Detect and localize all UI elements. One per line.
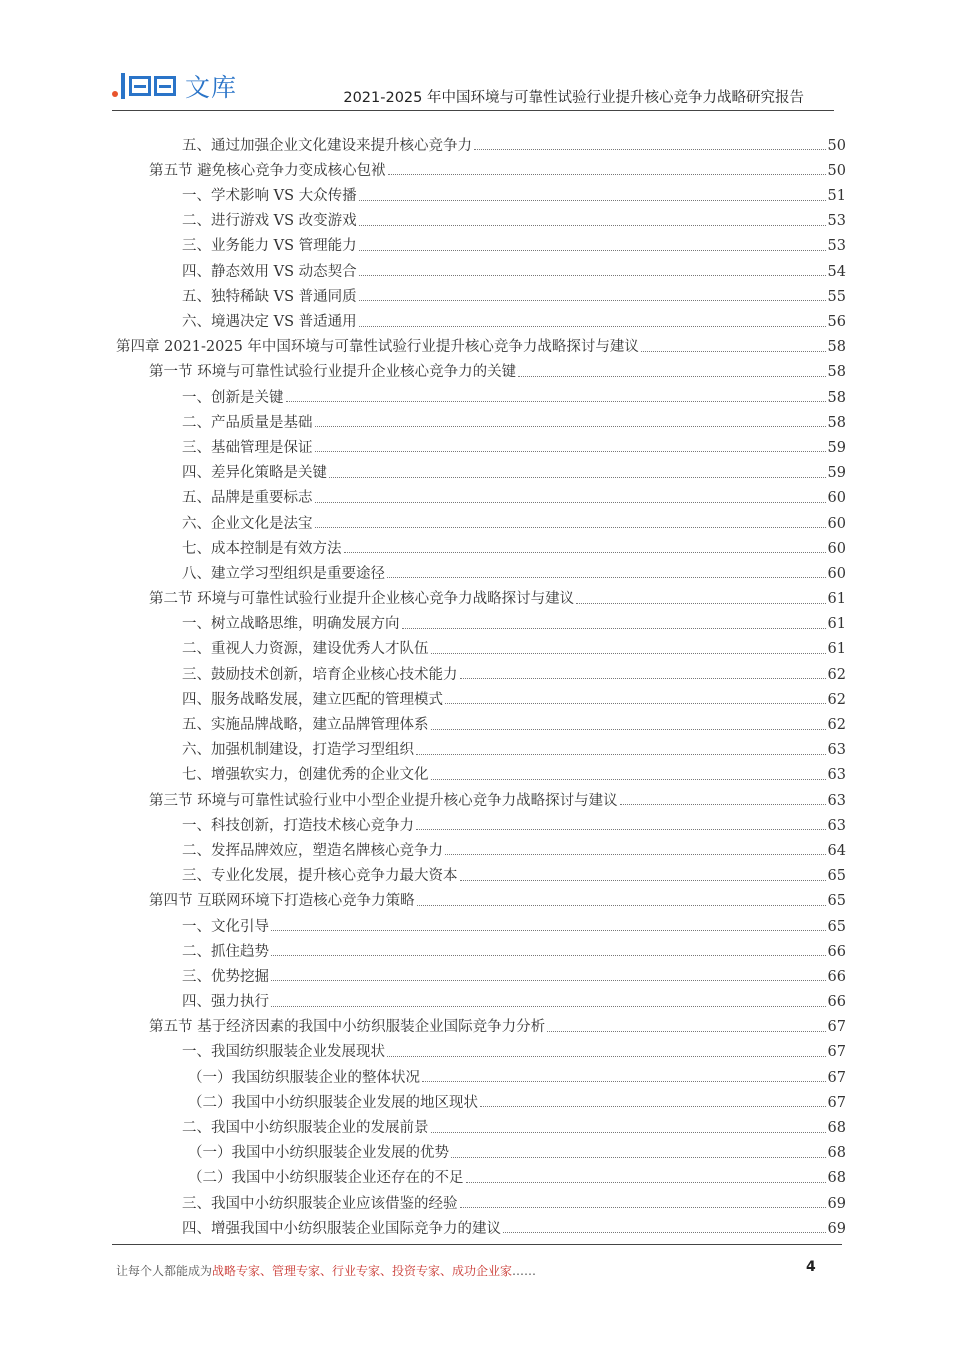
toc-entry[interactable] [116, 1010, 846, 1035]
toc-entry-label: 三、优势挖掘 [182, 968, 269, 985]
toc-leader-dots [315, 426, 826, 427]
toc-entry-label: 二、抓住趋势 [182, 943, 269, 960]
toc-entry-page: 58 [827, 339, 846, 356]
toc-leader-dots [387, 577, 826, 578]
toc-entry-page: 53 [827, 238, 846, 255]
toc-entry[interactable] [116, 833, 846, 858]
toc-entry[interactable] [116, 984, 846, 1009]
toc-entry-page: 63 [827, 817, 846, 834]
toc-entry-label: 第二节 环境与可靠性试验行业提升企业核心竞争力战略探讨与建议 [149, 591, 575, 608]
toc-entry-label: （二）我国中小纺织服装企业还存在的不足 [188, 1170, 464, 1187]
toc-leader-dots [445, 703, 826, 704]
toc-entry-page: 55 [827, 288, 846, 305]
toc-entry-page: 68 [827, 1120, 846, 1136]
toc-entry-label: 一、树立战略思维，明确发展方向 [182, 616, 400, 633]
toc-entry-page: 54 [827, 263, 846, 280]
toc-leader-dots [431, 779, 826, 780]
toc-entry-page: 68 [827, 1145, 846, 1162]
toc-entry-page: 65 [827, 868, 846, 885]
toc-leader-dots [359, 250, 826, 251]
toc-entry[interactable] [116, 959, 846, 984]
toc-leader-dots [359, 275, 826, 276]
footer-suffix: …… [512, 1264, 537, 1278]
toc-entry-page: 60 [827, 565, 846, 582]
toc-entry-label: 一、科技创新，打造技术核心竞争力 [182, 817, 414, 834]
toc-leader-dots [460, 880, 826, 881]
logo-dot-icon [112, 91, 118, 97]
toc-entry[interactable] [116, 128, 846, 153]
toc-entry-label: 二、重视人力资源，建设优秀人才队伍 [182, 641, 429, 658]
toc-entry[interactable] [116, 279, 846, 304]
toc-entry[interactable] [116, 858, 846, 883]
toc-entry-label: 四、静态效用 VS 动态契合 [182, 263, 357, 280]
toc-leader-dots [503, 1232, 826, 1233]
toc-entry-page: 58 [827, 414, 846, 431]
toc-leader-dots [445, 854, 826, 855]
toc-entry-page: 66 [827, 968, 846, 985]
toc-entry[interactable] [116, 934, 846, 959]
toc-leader-dots [315, 527, 826, 528]
toc-entry-label: 三、业务能力 VS 管理能力 [182, 238, 357, 255]
toc-entry[interactable] [116, 808, 846, 833]
toc-leader-dots [286, 401, 826, 402]
toc-entry-label: 五、品牌是重要标志 [182, 490, 313, 507]
toc-leader-dots [388, 174, 826, 175]
toc-entry-page: 58 [827, 364, 846, 381]
toc-leader-dots [359, 300, 826, 301]
toc-entry[interactable] [116, 1161, 846, 1186]
toc-entry-label: 四、服务战略发展，建立匹配的管理模式 [182, 691, 443, 708]
toc-entry-label: 七、成本控制是有效方法 [182, 540, 342, 557]
toc-entry-page: 63 [827, 792, 846, 809]
toc-entry[interactable] [116, 1060, 846, 1085]
toc-entry-page: 67 [827, 1044, 846, 1061]
toc-leader-dots [460, 678, 826, 679]
toc-entry-page: 61 [827, 591, 846, 608]
footer-highlight: 战略专家、管理专家、行业专家、投资专家、成功企业家 [212, 1264, 513, 1278]
toc-entry-page: 50 [827, 162, 846, 179]
toc-entry[interactable] [116, 682, 846, 707]
toc-leader-dots [620, 804, 826, 805]
toc-leader-dots [271, 930, 826, 931]
toc-entry-label: 一、我国纺织服装企业发展现状 [182, 1044, 385, 1061]
toc-entry-label: 五、独特稀缺 VS 普通同质 [182, 288, 357, 305]
toc-entry-page: 63 [827, 742, 846, 759]
toc-entry[interactable] [116, 531, 846, 556]
toc-entry-label: 第四节 互联网环境下打造核心竞争力策略 [149, 893, 415, 910]
toc-entry-label: 一、学术影响 VS 大众传播 [182, 188, 357, 205]
toc-leader-dots [344, 552, 826, 553]
toc-entry[interactable] [116, 707, 846, 732]
toc-entry-page: 61 [827, 641, 846, 658]
toc-leader-dots [547, 1031, 825, 1032]
toc-entry-label: （一）我国纺织服装企业的整体状况 [188, 1069, 420, 1086]
toc-entry[interactable] [116, 153, 846, 178]
document-title: 2021-2025 年中国环境与可靠性试验行业提升核心竞争力战略研究报告 [343, 90, 804, 106]
toc-leader-dots [359, 326, 826, 327]
page-header [112, 66, 834, 112]
toc-entry-page: 67 [827, 1019, 846, 1036]
toc-entry-label: 第三节 环境与可靠性试验行业中小型企业提升核心竞争力战略探讨与建议 [149, 792, 618, 809]
toc-entry[interactable] [116, 481, 846, 506]
toc-entry[interactable] [116, 178, 846, 203]
toc-entry-label: 二、我国中小纺织服装企业的发展前景 [182, 1120, 429, 1136]
toc-leader-dots [460, 1207, 826, 1208]
toc-entry[interactable] [116, 632, 846, 657]
toc-entry-page: 62 [827, 666, 846, 683]
toc-entry-page: 59 [827, 439, 846, 456]
toc-leader-dots [315, 451, 826, 452]
toc-leader-dots [431, 729, 826, 730]
toc-entry[interactable] [116, 581, 846, 606]
toc-entry[interactable] [116, 607, 846, 632]
toc-leader-dots [271, 1006, 826, 1007]
toc-entry-label: 七、增强软实力，创建优秀的企业文化 [182, 767, 429, 784]
toc-leader-dots [431, 653, 826, 654]
toc-entry-page: 50 [827, 137, 846, 154]
toc-leader-dots [416, 829, 826, 830]
toc-leader-dots [466, 1182, 826, 1183]
toc-entry-page: 62 [827, 691, 846, 708]
toc-entry-page: 67 [827, 1069, 846, 1086]
toc-entry-label: 第四章 2021-2025 年中国环境与可靠性试验行业提升核心竞争力战略探讨与建议 [116, 339, 639, 356]
toc-entry-page: 64 [827, 842, 846, 859]
toc-entry-label: 六、加强机制建设，打造学习型组织 [182, 742, 414, 759]
toc-entry-label: 第一节 环境与可靠性试验行业提升企业核心竞争力的关键 [149, 364, 517, 381]
toc-entry-label: 第五节 避免核心竞争力变成核心包袱 [149, 162, 386, 179]
toc-entry[interactable] [116, 330, 846, 355]
toc-leader-dots [576, 603, 825, 604]
toc-leader-dots [402, 628, 826, 629]
toc-entry[interactable] [116, 506, 846, 531]
toc-entry[interactable] [116, 733, 846, 758]
toc-entry[interactable] [116, 556, 846, 581]
toc-entry-label: 六、境遇决定 VS 普适通用 [182, 314, 357, 330]
toc-entry[interactable] [116, 1035, 846, 1060]
toc-entry-page: 69 [827, 1220, 846, 1237]
toc-entry-label: 四、增强我国中小纺织服装企业国际竞争力的建议 [182, 1220, 501, 1237]
toc-entry[interactable] [116, 304, 846, 329]
footer-slogan [116, 1262, 536, 1279]
toc-entry-page: 62 [827, 717, 846, 733]
toc-entry[interactable] [116, 1085, 846, 1110]
toc-entry-label: 三、专业化发展，提升核心竞争力最大资本 [182, 868, 458, 885]
toc-entry[interactable] [116, 783, 846, 808]
toc-entry[interactable] [116, 909, 846, 934]
toc-entry-page: 59 [827, 465, 846, 482]
toc-entry-page: 66 [827, 994, 846, 1011]
toc-entry-page: 67 [827, 1094, 846, 1111]
toc-entry[interactable] [116, 455, 846, 480]
toc-entry-page: 58 [827, 389, 846, 406]
toc-leader-dots [271, 980, 826, 981]
footer-divider [112, 1244, 842, 1245]
toc-entry[interactable] [116, 254, 846, 279]
toc-leader-dots [417, 905, 826, 906]
toc-entry-label: 一、创新是关键 [182, 389, 284, 406]
toc-entry-page: 53 [827, 213, 846, 230]
toc-entry-label: （二）我国中小纺织服装企业发展的地区现状 [188, 1094, 478, 1111]
toc-leader-dots [359, 225, 826, 226]
logo-text: 文库 [185, 73, 238, 102]
toc-entry-page: 51 [827, 188, 846, 205]
toc-entry[interactable] [116, 657, 846, 682]
toc-entry[interactable] [116, 405, 846, 430]
toc-entry-page: 60 [827, 540, 846, 557]
toc-entry-page: 65 [827, 893, 846, 910]
table-of-contents [116, 128, 846, 1236]
toc-entry-label: 一、文化引导 [182, 918, 269, 935]
toc-entry-label: 三、鼓励技术创新，培育企业核心技术能力 [182, 666, 458, 683]
toc-leader-dots [315, 502, 826, 503]
toc-entry-label: 五、实施品牌战略，建立品牌管理体系 [182, 717, 429, 733]
toc-entry[interactable] [116, 884, 846, 909]
toc-leader-dots [431, 1132, 826, 1133]
toc-leader-dots [416, 754, 826, 755]
footer-prefix: 让每个人都能成为 [116, 1264, 213, 1278]
toc-entry-label: 第五节 基于经济因素的我国中小纺织服装企业国际竞争力分析 [149, 1019, 546, 1036]
toc-entry[interactable] [116, 355, 846, 380]
toc-entry-label: 三、基础管理是保证 [182, 439, 313, 456]
toc-entry-label: 四、差异化策略是关键 [182, 465, 327, 482]
toc-entry-label: （一）我国中小纺织服装企业发展的优势 [188, 1145, 449, 1162]
toc-entry-page: 68 [827, 1170, 846, 1187]
toc-entry-page: 63 [827, 767, 846, 784]
toc-entry[interactable] [116, 204, 846, 229]
toc-entry[interactable] [116, 430, 846, 455]
toc-entry-label: 五、通过加强企业文化建设来提升核心竞争力 [182, 137, 472, 154]
toc-leader-dots [474, 149, 826, 150]
toc-entry[interactable] [116, 1186, 846, 1211]
toc-leader-dots [271, 955, 826, 956]
toc-entry-page: 66 [827, 943, 846, 960]
toc-entry-label: 六、企业文化是法宝 [182, 515, 313, 532]
toc-entry-page: 65 [827, 918, 846, 935]
toc-entry[interactable] [116, 229, 846, 254]
toc-entry-page: 56 [827, 314, 846, 330]
toc-leader-dots [387, 1056, 826, 1057]
page-number: 4 [806, 1259, 816, 1275]
toc-leader-dots [518, 376, 825, 377]
toc-entry-label: 二、发挥品牌效应，塑造名牌核心竞争力 [182, 842, 443, 859]
toc-entry[interactable] [116, 758, 846, 783]
header-divider [112, 110, 834, 111]
toc-entry-page: 61 [827, 616, 846, 633]
toc-entry-page: 60 [827, 490, 846, 507]
toc-entry[interactable] [116, 1136, 846, 1161]
logo-mark-icon [121, 73, 179, 99]
toc-leader-dots [359, 200, 826, 201]
toc-entry-page: 60 [827, 515, 846, 532]
toc-entry[interactable] [116, 380, 846, 405]
toc-entry-label: 八、建立学习型组织是重要途径 [182, 565, 385, 582]
toc-leader-dots [422, 1081, 826, 1082]
toc-entry-label: 三、我国中小纺织服装企业应该借鉴的经验 [182, 1195, 458, 1212]
toc-leader-dots [451, 1157, 826, 1158]
toc-leader-dots [329, 477, 826, 478]
toc-entry-label: 四、强力执行 [182, 994, 269, 1011]
toc-entry[interactable] [116, 1110, 846, 1135]
toc-entry-label: 二、进行游戏 VS 改变游戏 [182, 213, 357, 230]
toc-leader-dots [480, 1106, 826, 1107]
logo [112, 70, 237, 102]
toc-entry[interactable] [116, 1211, 846, 1236]
toc-leader-dots [641, 351, 826, 352]
toc-entry-label: 二、产品质量是基础 [182, 414, 313, 431]
toc-entry-page: 69 [827, 1195, 846, 1212]
